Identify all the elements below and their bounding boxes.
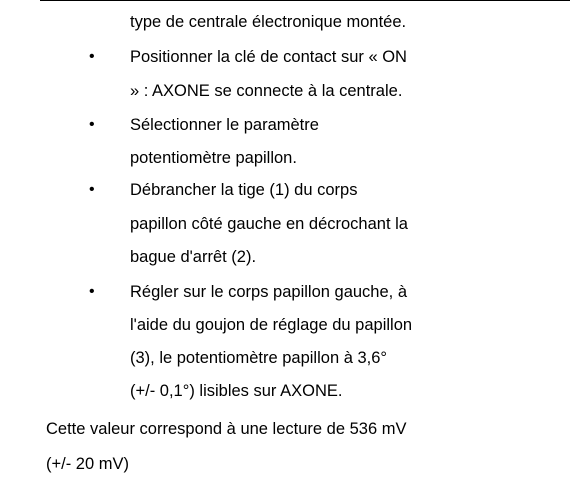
bullet-2-line-1: Sélectionner le paramètre (130, 116, 319, 134)
closing-line-2: (+/- 20 mV) (46, 455, 129, 473)
closing-line-1: Cette valeur correspond à une lecture de 536 mV (46, 420, 407, 438)
bullet-4-line-3: (3), le potentiomètre papillon à 3,6° (130, 349, 387, 367)
continued-line: type de centrale électronique montée. (130, 13, 407, 31)
bullet-marker: • (89, 181, 95, 198)
bullet-3-line-2: papillon côté gauche en décrochant la (130, 215, 408, 233)
bullet-marker: • (89, 48, 95, 65)
bullet-1-line-1: Positionner la clé de contact sur « ON (130, 48, 407, 66)
bullet-2-line-2: potentiomètre papillon. (130, 149, 297, 167)
bullet-3-line-3: bague d'arrêt (2). (130, 248, 257, 266)
bullet-marker: • (89, 283, 95, 300)
bullet-3-line-1: Débrancher la tige (1) du corps (130, 181, 358, 199)
bullet-4-line-2: l'aide du goujon de réglage du papillon (130, 316, 413, 334)
bullet-4-line-4: (+/- 0,1°) lisibles sur AXONE. (130, 382, 343, 400)
bullet-marker: • (89, 116, 95, 133)
bullet-1-line-2: » : AXONE se connecte à la centrale. (130, 82, 403, 100)
bullet-4-line-1: Régler sur le corps papillon gauche, à (130, 283, 407, 301)
